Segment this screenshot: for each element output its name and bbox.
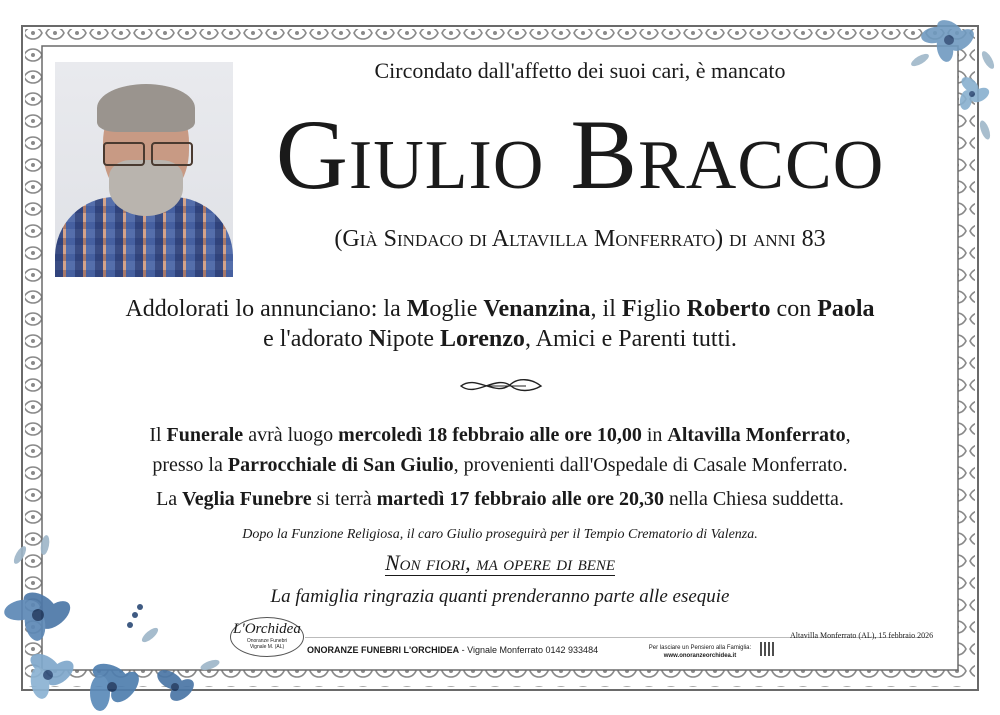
funeral-line-1: Il Funerale avrà luogo mercoledì 18 febbraio alle ore 10,00 in Altavilla Monferrato, — [149, 424, 851, 446]
no-flowers-note: Non fiori, ma opere di bene — [384, 550, 616, 575]
agency-logo: L'Orchidea Onoranze Funebri Vignale M. (AL) — [230, 617, 304, 657]
place-date: Altavilla Monferrato (AL), 15 febbraio 2026 — [790, 631, 934, 640]
funeral-line-2: presso la Parrocchiale di San Giulio, provenienti dall'Ospedale di Casale Monferrato. — [152, 454, 848, 476]
announcement-line-1: Addolorati lo annunciano: la Moglie Venanzina, il Figlio Roberto con Paola — [125, 296, 875, 322]
portrait-beard — [109, 160, 183, 216]
deceased-role-age: (Già Sindaco di Altavilla Monferrato) di anni 83 — [334, 226, 826, 252]
portrait-glasses — [103, 142, 193, 164]
footer — [225, 612, 940, 662]
portrait-hair — [97, 84, 195, 132]
portrait-photo — [55, 62, 233, 277]
flourish-ornament-icon — [456, 372, 546, 400]
qr-code-icon[interactable] — [760, 642, 774, 656]
deceased-name: Giulio Bracco — [275, 99, 885, 210]
cremation-note: Dopo la Funzione Religiosa, il caro Giulio proseguirà per il Tempio Crematorio di Valenza. — [242, 527, 758, 542]
announcement — [0, 294, 1000, 354]
flower-decoration-bottom-left — [0, 515, 230, 715]
agency-contact: ONORANZE FUNEBRI L'ORCHIDEA - Vignale Monferrato 0142 933484 — [307, 645, 599, 655]
condolence-link[interactable]: www.onoranzeorchidea.it — [663, 653, 737, 659]
condolence-info: Per lasciare un Pensiero alla Famiglia: www.onoranzeorchidea.it — [645, 644, 755, 660]
funeral-info — [0, 420, 1000, 480]
intro-text: Circondato dall'affetto dei suoi cari, è mancato — [374, 58, 786, 83]
vigil-info: La Veglia Funebre si terrà martedì 17 febbraio alle ore 20,30 nella Chiesa suddetta. — [156, 488, 844, 510]
announcement-line-2: e l'adorato Nipote Lorenzo, Amici e Parenti tutti. — [263, 326, 737, 352]
family-thanks: La famiglia ringrazia quanti prenderanno parte alle esequie — [270, 586, 730, 607]
